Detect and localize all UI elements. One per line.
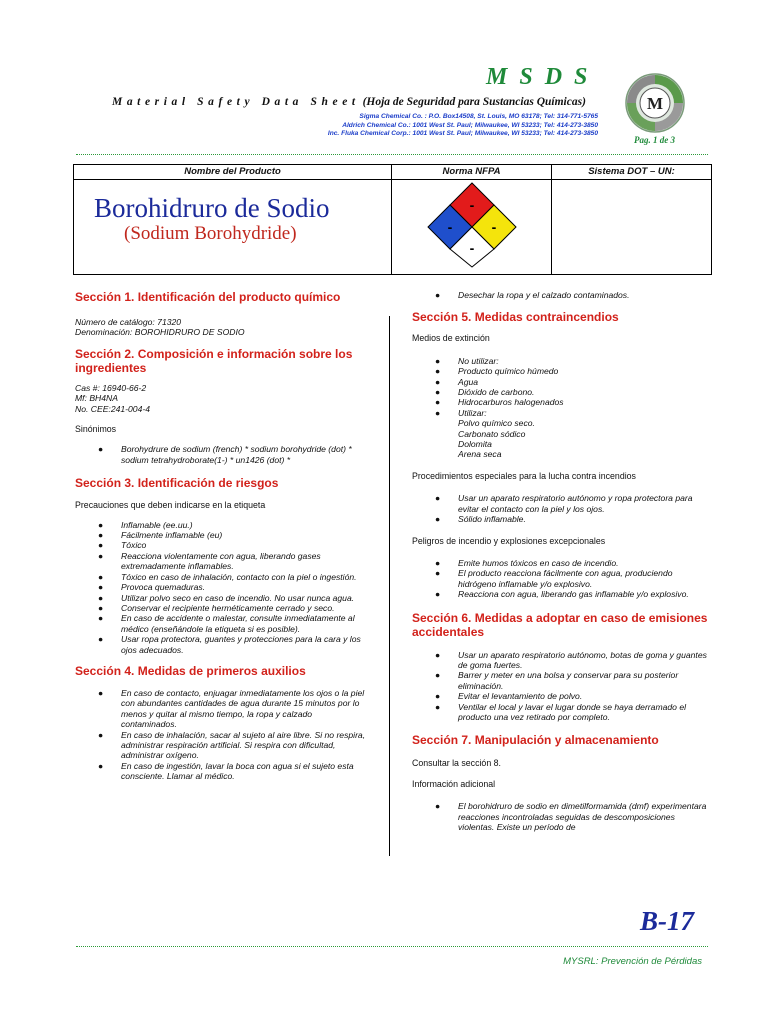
list-item: ● Usar un aparato respiratorio autónomo, botas de goma y guantes de goma fuertes. [435, 649, 707, 670]
cas-number: Cas #: 16940-66-2 [75, 382, 147, 393]
list-item: ● Tóxico en caso de inhalación, contacto con la piel o ingestión. [98, 571, 357, 582]
list-item: ● Tóxico [98, 540, 147, 551]
list-item: ● Emite humos tóxicos en caso de incendio. [435, 557, 619, 568]
section-1-title: Sección 1. Identificación del producto químico [75, 290, 341, 304]
list-item: ● Reacciona violentamente con agua, liberando gases extremadamente inflamables. [98, 550, 321, 572]
exceptional-hazards-label: Peligros de incendio y explosiones excepcionales [412, 535, 606, 546]
use-line: Carbonato sódico [458, 428, 526, 439]
procedures-list [412, 493, 712, 524]
divider-bottom [76, 946, 708, 947]
use-line: Polvo químico seco. [458, 418, 535, 429]
footer-organization: MYSRL: Prevención de Pérdidas [563, 956, 702, 967]
product-name-cell [74, 180, 392, 275]
list-item: ● Provoca quemaduras. [98, 582, 206, 593]
list-item: ● Usar ropa protectora, guantes y protecciones para la cara y los ojos adecuados. [98, 634, 361, 655]
list-item: ● Usar un aparato respiratorio autónomo y ropa protectora para evitar el contacto con la piel y los ojos. [435, 493, 693, 514]
list-item: ● No utilizar: [435, 355, 499, 366]
dot-un-cell [552, 180, 712, 275]
subtitle-english: Material Safety Data Sheet [112, 96, 360, 108]
nfpa-cell [392, 180, 552, 275]
list-item: ● Inflamable (ee.uu.) [98, 519, 193, 530]
catalog-number: Número de catálogo: 71320 [75, 317, 182, 327]
list-item: ● En caso de contacto, enjuagar inmediatamente los ojos o la piel con abundantes cantidades de agua durante 15 minutos por lo menos y quitar al mismo tiempo, la ropa y calzado contaminados. [98, 687, 365, 730]
list-item: ● Reacciona con agua, liberando gas inflamable y/o explosivo. [435, 589, 689, 600]
list-item: ● En caso de accidente o malestar, consulte inmediatamente al médico (enseñándole la etiqueta si es posible). [98, 613, 355, 634]
nfpa-diamond-icon [427, 181, 517, 269]
nfpa-reactivity-value: - [491, 219, 496, 235]
list-item: ● Borohydrure de sodium (french) * sodium borohydride (dot) * sodium tetrahydroborate(1-) * un1426 (dot) * [98, 444, 352, 465]
document-subtitle [112, 96, 586, 108]
section-6-title: Sección 6. Medidas a adoptar en caso de emisiones accidentales [412, 610, 708, 639]
list-item: ● Utilizar: Polvo químico seco. Carbonato sódico Dolomita Arena seca [412, 408, 712, 460]
msds-title: MSDS [486, 64, 600, 90]
address-line: Aldrich Chemical Co.: 1001 West St. Paul; Milwaukee, WI 53233; Tel: 414-273-3850 [342, 121, 598, 129]
list-item: ● En caso de inhalación, sacar al sujeto al aire libre. Si no respira, administrar respiración artificial. Si respira con dificultad, administrar oxígeno. [98, 729, 366, 761]
product-table [73, 164, 712, 275]
molecular-formula: Mf: BH4NA [75, 393, 118, 404]
continued-list [412, 290, 712, 300]
company-logo [624, 72, 686, 134]
list-item: ● Hidrocarburos halogenados [435, 397, 564, 408]
nfpa-special-value: - [469, 240, 474, 256]
extinction-label: Medios de extinción [412, 333, 490, 344]
section-5-title: Sección 5. Medidas contraincendios [412, 310, 619, 325]
list-item: ● El producto reacciona fácilmente con agua, produciendo hidrógeno inflamable y/o explosivo. [435, 568, 673, 589]
use-line: Dolomita [458, 439, 492, 450]
address-line: Inc. Fluka Chemical Corp.: 1001 West St. Paul; Milwaukee, WI 53233; Tel: 414-273-3850 [327, 130, 598, 138]
denomination: Denominación: BOROHIDRURO DE SODIO [75, 327, 245, 338]
product-name-en: (Sodium Borohydride) [124, 223, 297, 244]
list-item: ● Desechar la ropa y el calzado contaminados. [435, 290, 630, 300]
additional-info-label: Información adicional [412, 778, 496, 789]
nfpa-flammability-value: - [469, 197, 474, 213]
cee-number: No. CEE:241-004-4 [75, 403, 150, 414]
hazards-list [412, 558, 712, 600]
column-divider [389, 316, 390, 856]
logo-letter: M [646, 94, 664, 113]
extinction-list [412, 356, 712, 460]
list-item: ● Ventilar el local y lavar el lugar donde se haya derramado el producto una vez retirado por completo. [435, 701, 687, 722]
additional-info-list [412, 801, 712, 832]
col-nfpa: Norma NFPA [392, 165, 552, 180]
synonyms-label: Sinónimos [75, 424, 117, 435]
supplier-addresses [328, 113, 598, 139]
nfpa-health-value: - [447, 219, 452, 235]
page-number: Pag. 1 de 3 [634, 135, 675, 145]
list-item: ● Evitar el levantamiento de polvo. [435, 691, 583, 702]
right-column [412, 290, 712, 832]
product-name-es: Borohidruro de Sodio [94, 193, 330, 223]
precautions-label: Precauciones que deben indicarse en la etiqueta [75, 500, 266, 511]
section-2-title: Sección 2. Composición e información sobre los ingredientes [75, 346, 353, 375]
list-item: ● Barrer y meter en una bolsa y conservar para su posterior eliminación. [435, 670, 679, 691]
list-item: ● Sólido inflamable. [435, 514, 526, 525]
list-item: ● Utilizar polvo seco en caso de incendio. No usar nunca agua. [98, 592, 355, 603]
left-column [75, 290, 367, 782]
list-item: ● Producto químico húmedo [435, 366, 559, 377]
list-item: ● En caso de ingestión, lavar la boca con agua si el sujeto esta consciente. Llamar al médico. [98, 760, 354, 782]
list-item: ● Fácilmente inflamable (eu) [98, 530, 223, 541]
col-dot-un: Sistema DOT – UN: [552, 165, 712, 180]
section-3-title: Sección 3. Identificación de riesgos [75, 476, 279, 491]
list-item: ● Agua [435, 376, 479, 387]
list-item: ● Conservar el recipiente herméticamente cerrado y seco. [98, 602, 335, 613]
divider-top [76, 154, 708, 155]
see-section-8: Consultar la sección 8. [412, 758, 501, 769]
use-line: Arena seca [458, 449, 502, 460]
section-4-title: Sección 4. Medidas de primeros auxilios [75, 663, 306, 678]
col-product-name: Nombre del Producto [74, 165, 392, 180]
synonyms-list [75, 444, 367, 465]
list-item: ● Dióxido de carbono. [435, 387, 535, 398]
special-procedures-label: Procedimientos especiales para la lucha contra incendios [412, 470, 636, 481]
accidental-release-list [412, 650, 712, 723]
address-line: Sigma Chemical Co. : P.O. Box14508, St. Louis, MO 63178; Tel: 314-771-5765 [359, 113, 598, 120]
subtitle-spanish: (Hoja de Seguridad para Sustancias Químicas) [359, 96, 586, 108]
page-code: B-17 [640, 906, 694, 936]
list-item: ● El borohidruro de sodio en dimetilformamida (dmf) experimentara reacciones incontroladas seguidas de descomposiciones violentas. Existe un período de [435, 801, 707, 832]
first-aid-list [75, 688, 367, 782]
hazard-list [75, 520, 367, 655]
logo-emblem-icon [624, 72, 686, 134]
section-7-title: Sección 7. Manipulación y almacenamiento [412, 733, 659, 748]
